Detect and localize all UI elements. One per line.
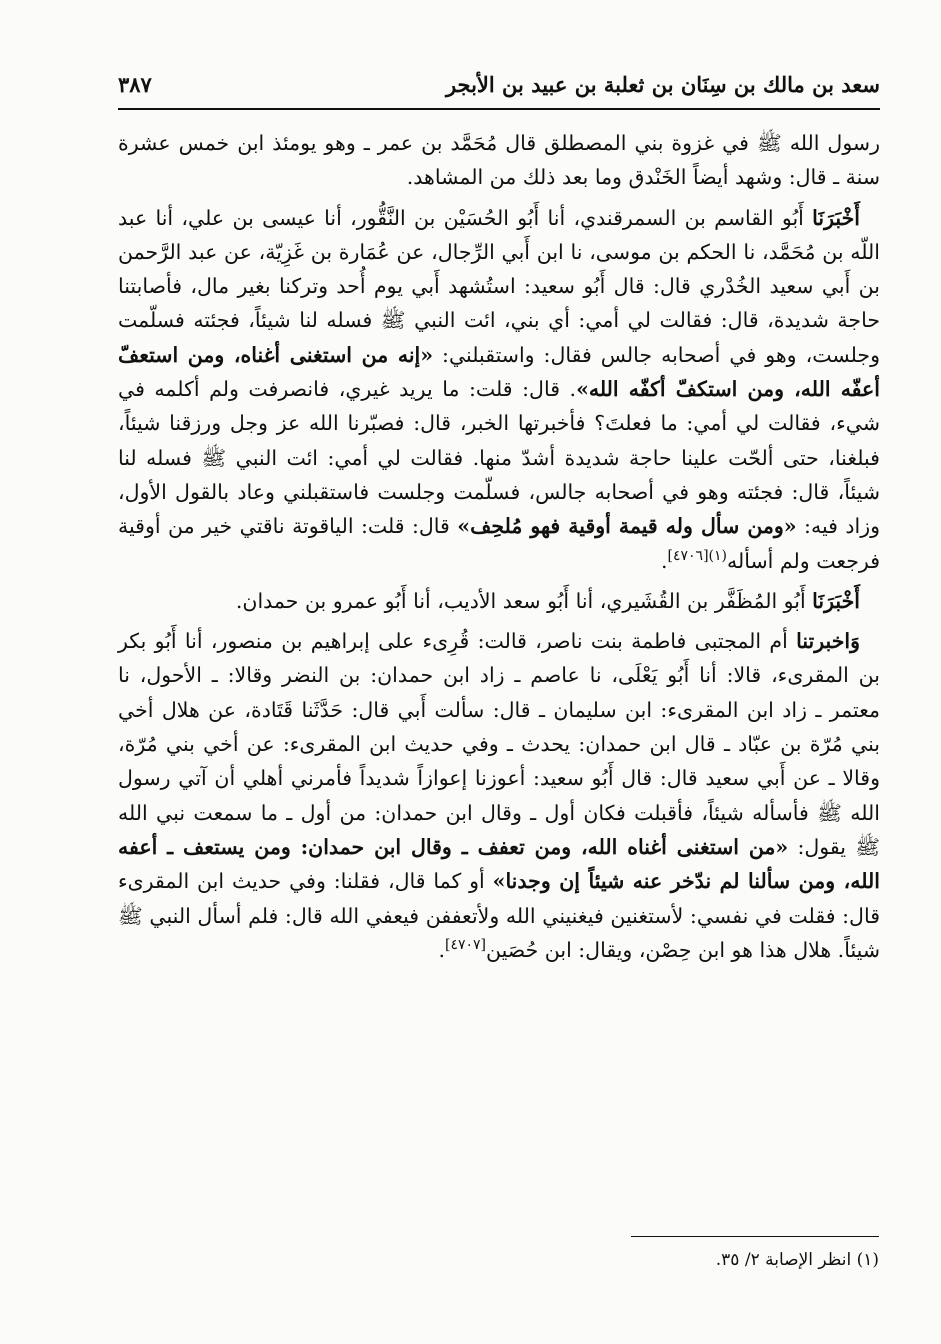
text-segment: قال: قلت: الياقوتة ناقتي خير من أوقية فرجعت ولم أسأله — [118, 514, 880, 573]
text-segment: . — [438, 937, 445, 962]
text-segment: أو كما قال، فقلنا: وفي حديث ابن المقرىء قال: فقلت في نفسي: لأستغنين فيغنيني الله ولأتعففن فيعفي الله قال: فلم أسأل النبي ﷺ شيئاً. هلال هذا هو ابن حِصْن، ويقال: ابن حُصَين — [118, 869, 880, 962]
paragraph — [118, 201, 880, 578]
text-segment: أَبُو المُظَفَّر بن القُشَيري، أنا أَبُو سعد الأديب، أنا أَبُو عمرو بن حمدان. — [235, 588, 813, 613]
paragraph — [118, 584, 880, 618]
page-number: ٣٨٧ — [118, 71, 152, 97]
isnad-lead: وَاخبرتنا — [796, 629, 860, 654]
text-segment: أَبُو القاسم بن السمرقندي، أنا أَبُو الحُسَيْن بن النَّقُّور، أنا عيسى بن علي، أنا عبد اللّه بن مُحَمَّد، نا الحكم بن موسى، نا ابن أَبي الرِّجال، عن عُمَارة بن غَزِيّة، عن عبد الرَّحمن بن أَبي سعيد الخُدْري قال: قال أَبُو سعيد: استُشهد أَبي يوم أُحد وتركنا بغير مال، فأصابتنا حاجة شديدة، قال: فقالت لي أمي: أي بني، ائت النبي ﷺ فسله لنا شيئاً، فجئته فسلّمت وجلست، وهو في أصحابه جالس فقال: واستقبلني: — [118, 205, 880, 367]
reference-marker: (١)[٤٧٠٦] — [667, 547, 728, 564]
isnad-lead: أَخْبَرَنَا — [812, 588, 860, 613]
header-rule — [118, 108, 880, 110]
running-title: سعد بن مالك بن سِنَان بن ثعلبة بن عبيد بن الأبجر — [445, 71, 880, 97]
hadith-quote: «إنه من استغنى أغناه، ومن استعفّ أعفّه الله، ومن استكفّ أكفّه الله» — [118, 342, 880, 402]
reference-marker: [٤٧٠٧] — [444, 937, 486, 953]
footnote-rule — [631, 1236, 879, 1237]
paragraph — [118, 624, 880, 967]
text-segment: أم المجتبى فاطمة بنت ناصر، قالت: قُرِىء على إبراهيم بن منصور، أنا أَبُو بكر بن المقرىء، قالا: أنا أَبُو يَعْلَى، نا عاصم ـ زاد ابن حمدان: بن النضر وقالا: ـ الأحول، نا معتمر ـ زاد ابن المقرىء: ابن سليمان ـ قال: سألت أَبي قال: حَدَّثَنا قَتَادة، عن هلال أخي بني مُرّة بن عبّاد ـ قال ابن حمدان: يحدث ـ وفي حديث ابن المقرىء: عن أخي بني مُرّة، وقالا ـ عن أَبي سعيد قال: قال أَبُو سعيد: أعوزنا إعوازاً شديداً فأمرني أهلي أن آتي رسول الله ﷺ فأسأله شيئاً، فأقبلت فكان أول ـ وقال ابن حمدان: من أول ـ ما سمعت نبي الله ﷺ يقول: — [118, 629, 880, 859]
text-segment: . — [661, 548, 668, 573]
text-segment: . قال: قلت: ما يريد غيري، فانصرفت ولم أكلمه في شيء، فقالت لي أمي: ما فعلتَ؟ فأخبرتها الخبر، قال: فصبّرنا الله عز وجل ورزقنا شيئاً، فبلغنا، حتى ألحّت علينا حاجة شديدة أشدّ منها. فقالت لي أمي: ائت النبي ﷺ فسله لنا شيئاً، قال: فجئته وهو في أصحابه جالس، فسلّمت وجلست فاستقبلني وعاد بالقول الأول، وزاد فيه: — [118, 377, 880, 539]
text-segment: رسول الله ﷺ في غزوة بني المصطلق قال مُحَمَّد بن عمر ـ وهو يومئذ ابن خمس عشرة سنة ـ قال: وشهد أيضاً الخَنْدق وما بعد ذلك من المشاهد. — [118, 131, 880, 190]
hadith-quote: «ومن سأل وله قيمة أوقية فهو مُلحِف» — [457, 514, 797, 539]
footnote: (١) انظر الإصابة ٢/ ٣٥. — [715, 1250, 879, 1270]
isnad-lead: أَخْبَرَنَا — [812, 205, 860, 230]
running-header — [118, 66, 880, 102]
paragraph — [118, 126, 880, 195]
main-text — [118, 126, 880, 973]
hadith-quote: «من استغنى أغناه الله، ومن تعفف ـ وقال ابن حمدان: ومن يستعف ـ أعفه الله، ومن سألنا لم ندّخر عنه شيئاً إن وجدنا» — [118, 834, 880, 894]
